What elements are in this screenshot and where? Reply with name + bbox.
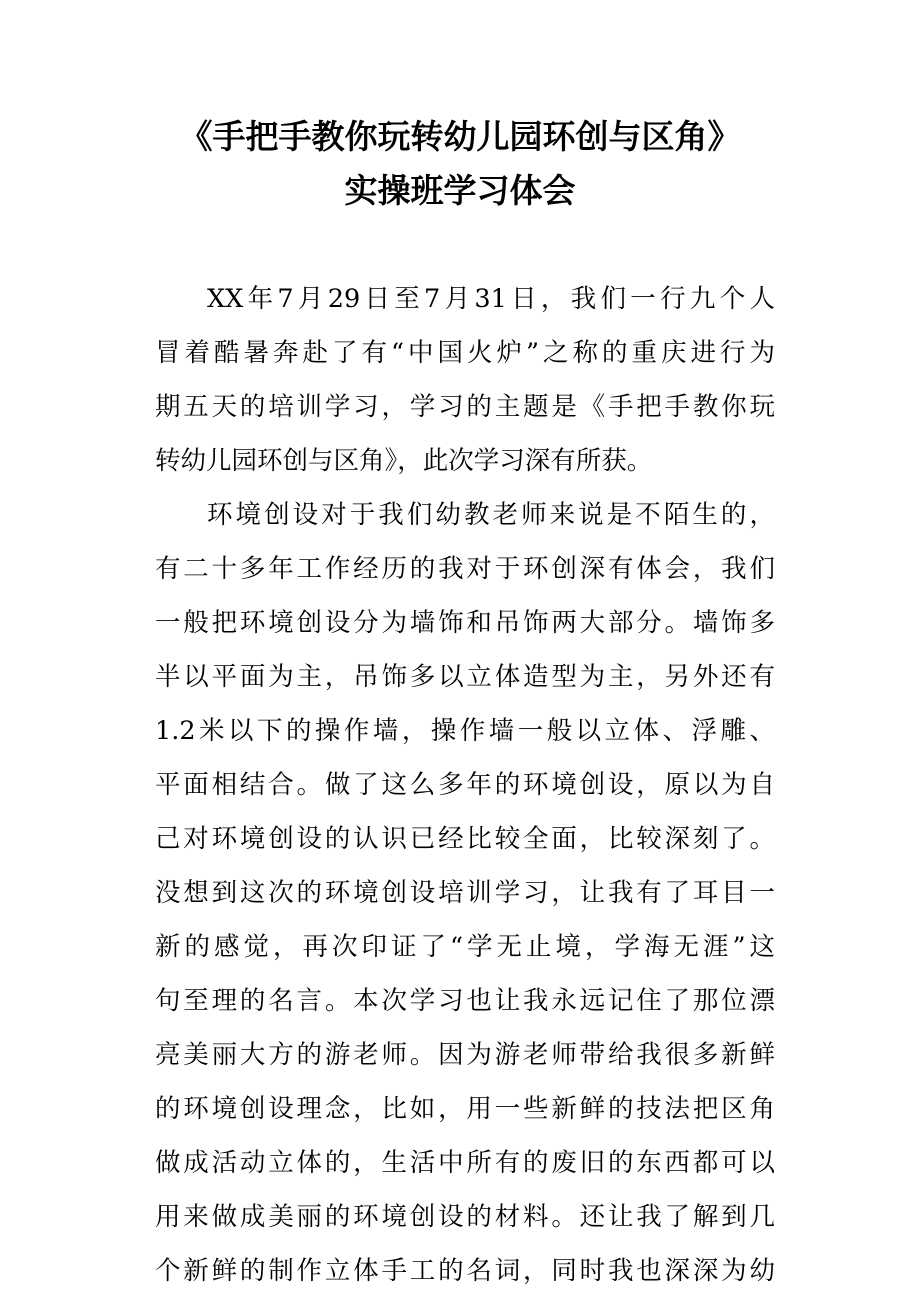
paragraph-line: 没想到这次的环境创设培训学习，让我有了耳目一 <box>155 878 775 908</box>
paragraph-1 <box>155 272 775 488</box>
paragraph-line: 做成活动立体的，生活中所有的废旧的东西都可以 <box>155 1148 775 1178</box>
paragraph-line: 新的感觉，再次印证了“学无止境，学海无涯”这 <box>155 932 775 962</box>
paragraph-line: 己对环境创设的认识已经比较全面，比较深刻了。 <box>155 824 775 854</box>
paragraph-line: XX年7月29日至7月31日，我们一行九个人 <box>207 284 775 314</box>
paragraph-line: 有二十多年工作经历的我对于环创深有体会，我们 <box>155 554 775 584</box>
paragraph-line: 的环境创设理念，比如，用一些新鲜的技法把区角 <box>155 1094 775 1124</box>
title-line-1: 《手把手教你玩转幼儿园环创与区角》 <box>179 117 741 156</box>
paragraph-line: 环境创设对于我们幼教老师来说是不陌生的， <box>207 500 775 530</box>
paragraph-line: 1.2米以下的操作墙，操作墙一般以立体、浮雕、 <box>155 716 775 746</box>
paragraph-line: 个新鲜的制作立体手工的名词，同时我也深深为幼 <box>155 1256 775 1286</box>
paragraph-line: 平面相结合。做了这么多年的环境创设，原以为自 <box>155 770 775 800</box>
paragraph-line: 用来做成美丽的环境创设的材料。还让我了解到几 <box>155 1202 775 1232</box>
document-title <box>0 110 920 218</box>
document-body <box>155 272 775 1298</box>
paragraph-line: 句至理的名言。本次学习也让我永远记住了那位漂 <box>155 986 775 1016</box>
paragraph-line: 转幼儿园环创与区角》，此次学习深有所获。 <box>155 446 653 476</box>
paragraph-line: 半以平面为主，吊饰多以立体造型为主，另外还有 <box>155 662 775 692</box>
paragraph-line: 期五天的培训学习，学习的主题是《手把手教你玩 <box>155 392 775 422</box>
paragraph-line: 一般把环境创设分为墙饰和吊饰两大部分。墙饰多 <box>155 608 775 638</box>
paragraph-line: 冒着酷暑奔赴了有“中国火炉”之称的重庆进行为 <box>155 338 775 368</box>
paragraph-2 <box>155 488 775 1298</box>
title-line-2: 实操班学习体会 <box>344 171 576 210</box>
paragraph-line: 亮美丽大方的游老师。因为游老师带给我很多新鲜 <box>155 1040 775 1070</box>
